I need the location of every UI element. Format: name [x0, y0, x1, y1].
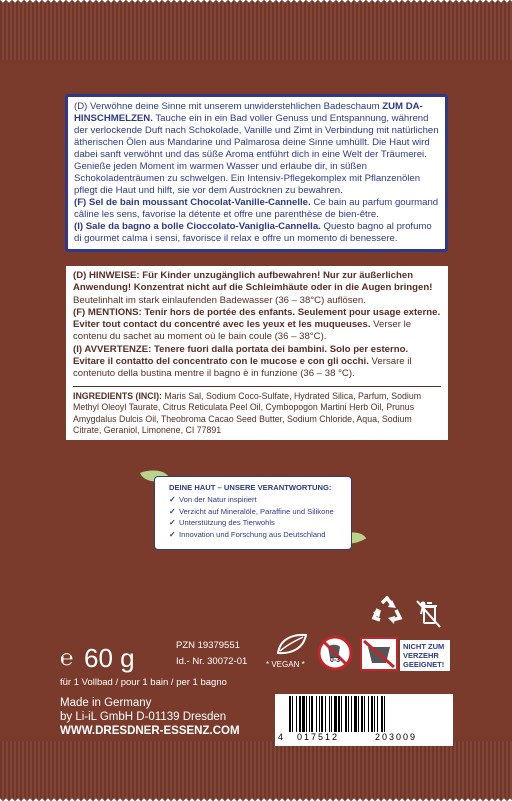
description-fr: [74, 197, 439, 221]
description-it: [74, 221, 439, 245]
barcode-bars: [275, 696, 453, 736]
list-item-label: Von der Natur inspiriert: [179, 494, 257, 504]
recycle-icon: [370, 596, 404, 626]
barcode-bar: [306, 696, 307, 732]
description-de-text-a: Verwöhne deine Sinne mit unserem unwiderstehlichen Badeschaum: [87, 101, 383, 112]
list-item-label: Unterstützung des Tierwohls: [179, 518, 275, 528]
check-icon: ✓: [169, 530, 176, 540]
barcode-bar: [381, 696, 383, 732]
description-fr-bold: (F) Sel de bain moussant Chocolat-Vanille-Cannelle.: [74, 197, 311, 208]
barcode-bar: [361, 696, 363, 732]
vegan-label: * VEGAN *: [266, 660, 305, 669]
net-weight: 60 g: [84, 643, 135, 673]
barcode-bar: [292, 696, 293, 732]
barcode-bar: [351, 696, 352, 732]
barcode-bar: [348, 696, 349, 732]
description-box: [65, 94, 448, 252]
check-icon: ✓: [169, 506, 176, 516]
barcode-bar: [364, 696, 365, 732]
not-edible-icon: [360, 637, 398, 671]
description-it-text: Questo bagno al profumo di gourmet calma i sensi, favorisce il relax e offre un momento di benessere.: [74, 221, 432, 244]
responsibility-heading: DEINE HAUT – UNSERE VERANTWORTUNG:: [169, 483, 332, 492]
lang-prefix-de: (D): [74, 101, 88, 112]
serving-size: für 1 Vollbad / pour 1 bain / per 1 bagno: [60, 677, 227, 688]
barcode-bar: [358, 696, 359, 732]
barcode-bar: [354, 696, 357, 732]
description-fr-text: Ce bain au parfum gourmand câline les sens, favorise la détente et offre une parenthèse de bien-être.: [74, 197, 439, 220]
not-edible-label: NICHT ZUM VERZEHR GEEIGNET!: [400, 640, 450, 671]
top-zigzag-edge: [0, 0, 512, 6]
barcode-bar: [371, 696, 373, 732]
vegan-leaf-icon: [275, 632, 309, 656]
barcode-bar: [368, 696, 369, 732]
age-limit-label: 0-3: [329, 657, 341, 664]
top-seal: [0, 0, 512, 60]
list-item-label: Innovation und Forschung aus Deutschland: [179, 530, 326, 540]
barcode-bar: [296, 696, 297, 732]
website: WWW.DRESDNER-ESSENZ.COM: [60, 725, 240, 737]
description-it-bold: (I) Sale da bagno a bolle Cioccolato-Vaniglia-Cannella.: [74, 221, 321, 232]
list-item: [169, 494, 343, 506]
warning-fr-bold: (F) MENTIONS: Tenir hors de portée des enfants. Seulement pour usage externe. Eviter tout contact du concentré avec les yeux et les muqueuses.: [73, 306, 441, 331]
warning-de: [73, 270, 441, 307]
divider: [73, 386, 441, 387]
pzn: PZN 19379551: [176, 640, 240, 651]
made-in: Made in Germany: [60, 697, 152, 709]
warning-it-bold: (I) AVVERTENZE: Tenere fuori dalla portata dei bambini. Solo per esterno. Evitare il contatto del concentrato con le mucose e con gli occhi.: [73, 343, 409, 368]
barcode-bar: [289, 696, 291, 732]
list-item-label: Verzicht auf Mineralöle, Paraffine und Silikone: [179, 506, 334, 516]
description-de-text-b: Tauche ein in ein Bad voller Genuss und Entspannung, während der verlockende Duft nach Schokolade, Vanille und Zimt in Verbindung mit natürlichen ätherischen Ölen aus Mandarine und Palmarosa deine Sinne umhüllt. Die Haut wird dabei sanft verwöhnt und das süße Aroma entführt dich in eine Welt der Träumerei. Genieße jeden Moment im warmen Wasser und erlaube dir, in süßen Schokoladenträumen zu schwelgen. Ein Intensiv-Pflegekomplex mit Pflanzenölen pflegt die Haut und hilft, sie vor dem Austrocknen zu bewahren.: [74, 113, 439, 196]
barcode-bar: [377, 696, 378, 732]
ingredients-label: INGREDIENTS (INCI):: [73, 390, 162, 401]
barcode-bar: [316, 696, 317, 732]
description-de: [74, 101, 439, 197]
manufacturer: by Li-iL GmbH D-01139 Dresden: [60, 711, 227, 723]
warning-it: [73, 344, 441, 381]
warnings-box: [66, 266, 448, 440]
barcode-bar: [309, 696, 310, 732]
barcode-digits-left: 017512: [297, 732, 340, 742]
barcode-bar: [334, 696, 337, 732]
barcode-bar: [311, 696, 313, 732]
list-item: [169, 506, 343, 518]
check-icon: ✓: [169, 518, 176, 528]
barcode-bar: [319, 696, 320, 732]
list-item: [169, 517, 343, 529]
description-de-bold: ZUM DA-HINSCHMELZEN.: [74, 101, 423, 124]
responsibility-box: [154, 476, 352, 550]
age-warning-icon: [316, 634, 354, 672]
barcode-digits-right: 203009: [375, 732, 418, 742]
barcode-bar: [338, 696, 340, 732]
warning-fr: [73, 307, 441, 344]
barcode-bar: [384, 696, 385, 732]
trash-bin-icon: [414, 598, 442, 630]
list-item: [169, 529, 343, 541]
barcode-bar: [329, 696, 330, 732]
bottom-zigzag-edge: [0, 795, 512, 801]
barcode-bar: [321, 696, 323, 732]
warning-fr-text: Verser le contenu du sachet au moment où le bain coule (36 – 38°C).: [73, 319, 412, 343]
barcode-digit-first: 4: [278, 732, 284, 742]
barcode-bar: [374, 696, 375, 732]
barcode: [275, 694, 453, 746]
barcode-bar: [299, 696, 301, 732]
barcode-bar: [345, 696, 347, 732]
estimated-sign: ℮: [60, 645, 74, 670]
bottom-seal: [0, 741, 512, 801]
warning-de-text: Beutelinhalt im stark einlaufenden Badewasser (36 – 38°C) auflösen.: [73, 294, 366, 306]
warning-it-text: Versare il contenuto della bustina mentre il bagno è in funzione (36 – 38 °C).: [73, 356, 412, 380]
ingredients-text: Maris Sal, Sodium Coco-Sulfate, Hydrated Silica, Parfum, Sodium Methyl Oleoyl Taurate, Citrus Reticulata Peel Oil, Cymbopogon Martini Herb Oil, Prunus Amygdalus Dulcis Oil, Theobroma Cacao Seed Butter, Sodium Chloride, Aqua, Sodium Citrate, Geraniol, Limonene, CI 77891: [73, 390, 422, 436]
ingredients: [73, 391, 441, 437]
id-number: Id.- Nr. 30072-01: [176, 656, 248, 667]
warning-de-bold: (D) HINWEISE: Für Kinder unzugänglich aufbewahren! Nur zur äußerlichen Anwendung! Konzentrat nicht auf die Schleimhäute oder in die Augen bringen!: [73, 270, 433, 294]
barcode-bar: [302, 696, 305, 732]
barcode-bar: [325, 696, 326, 732]
check-icon: ✓: [169, 494, 176, 504]
barcode-bar: [331, 696, 332, 732]
barcode-bar: [341, 696, 342, 732]
